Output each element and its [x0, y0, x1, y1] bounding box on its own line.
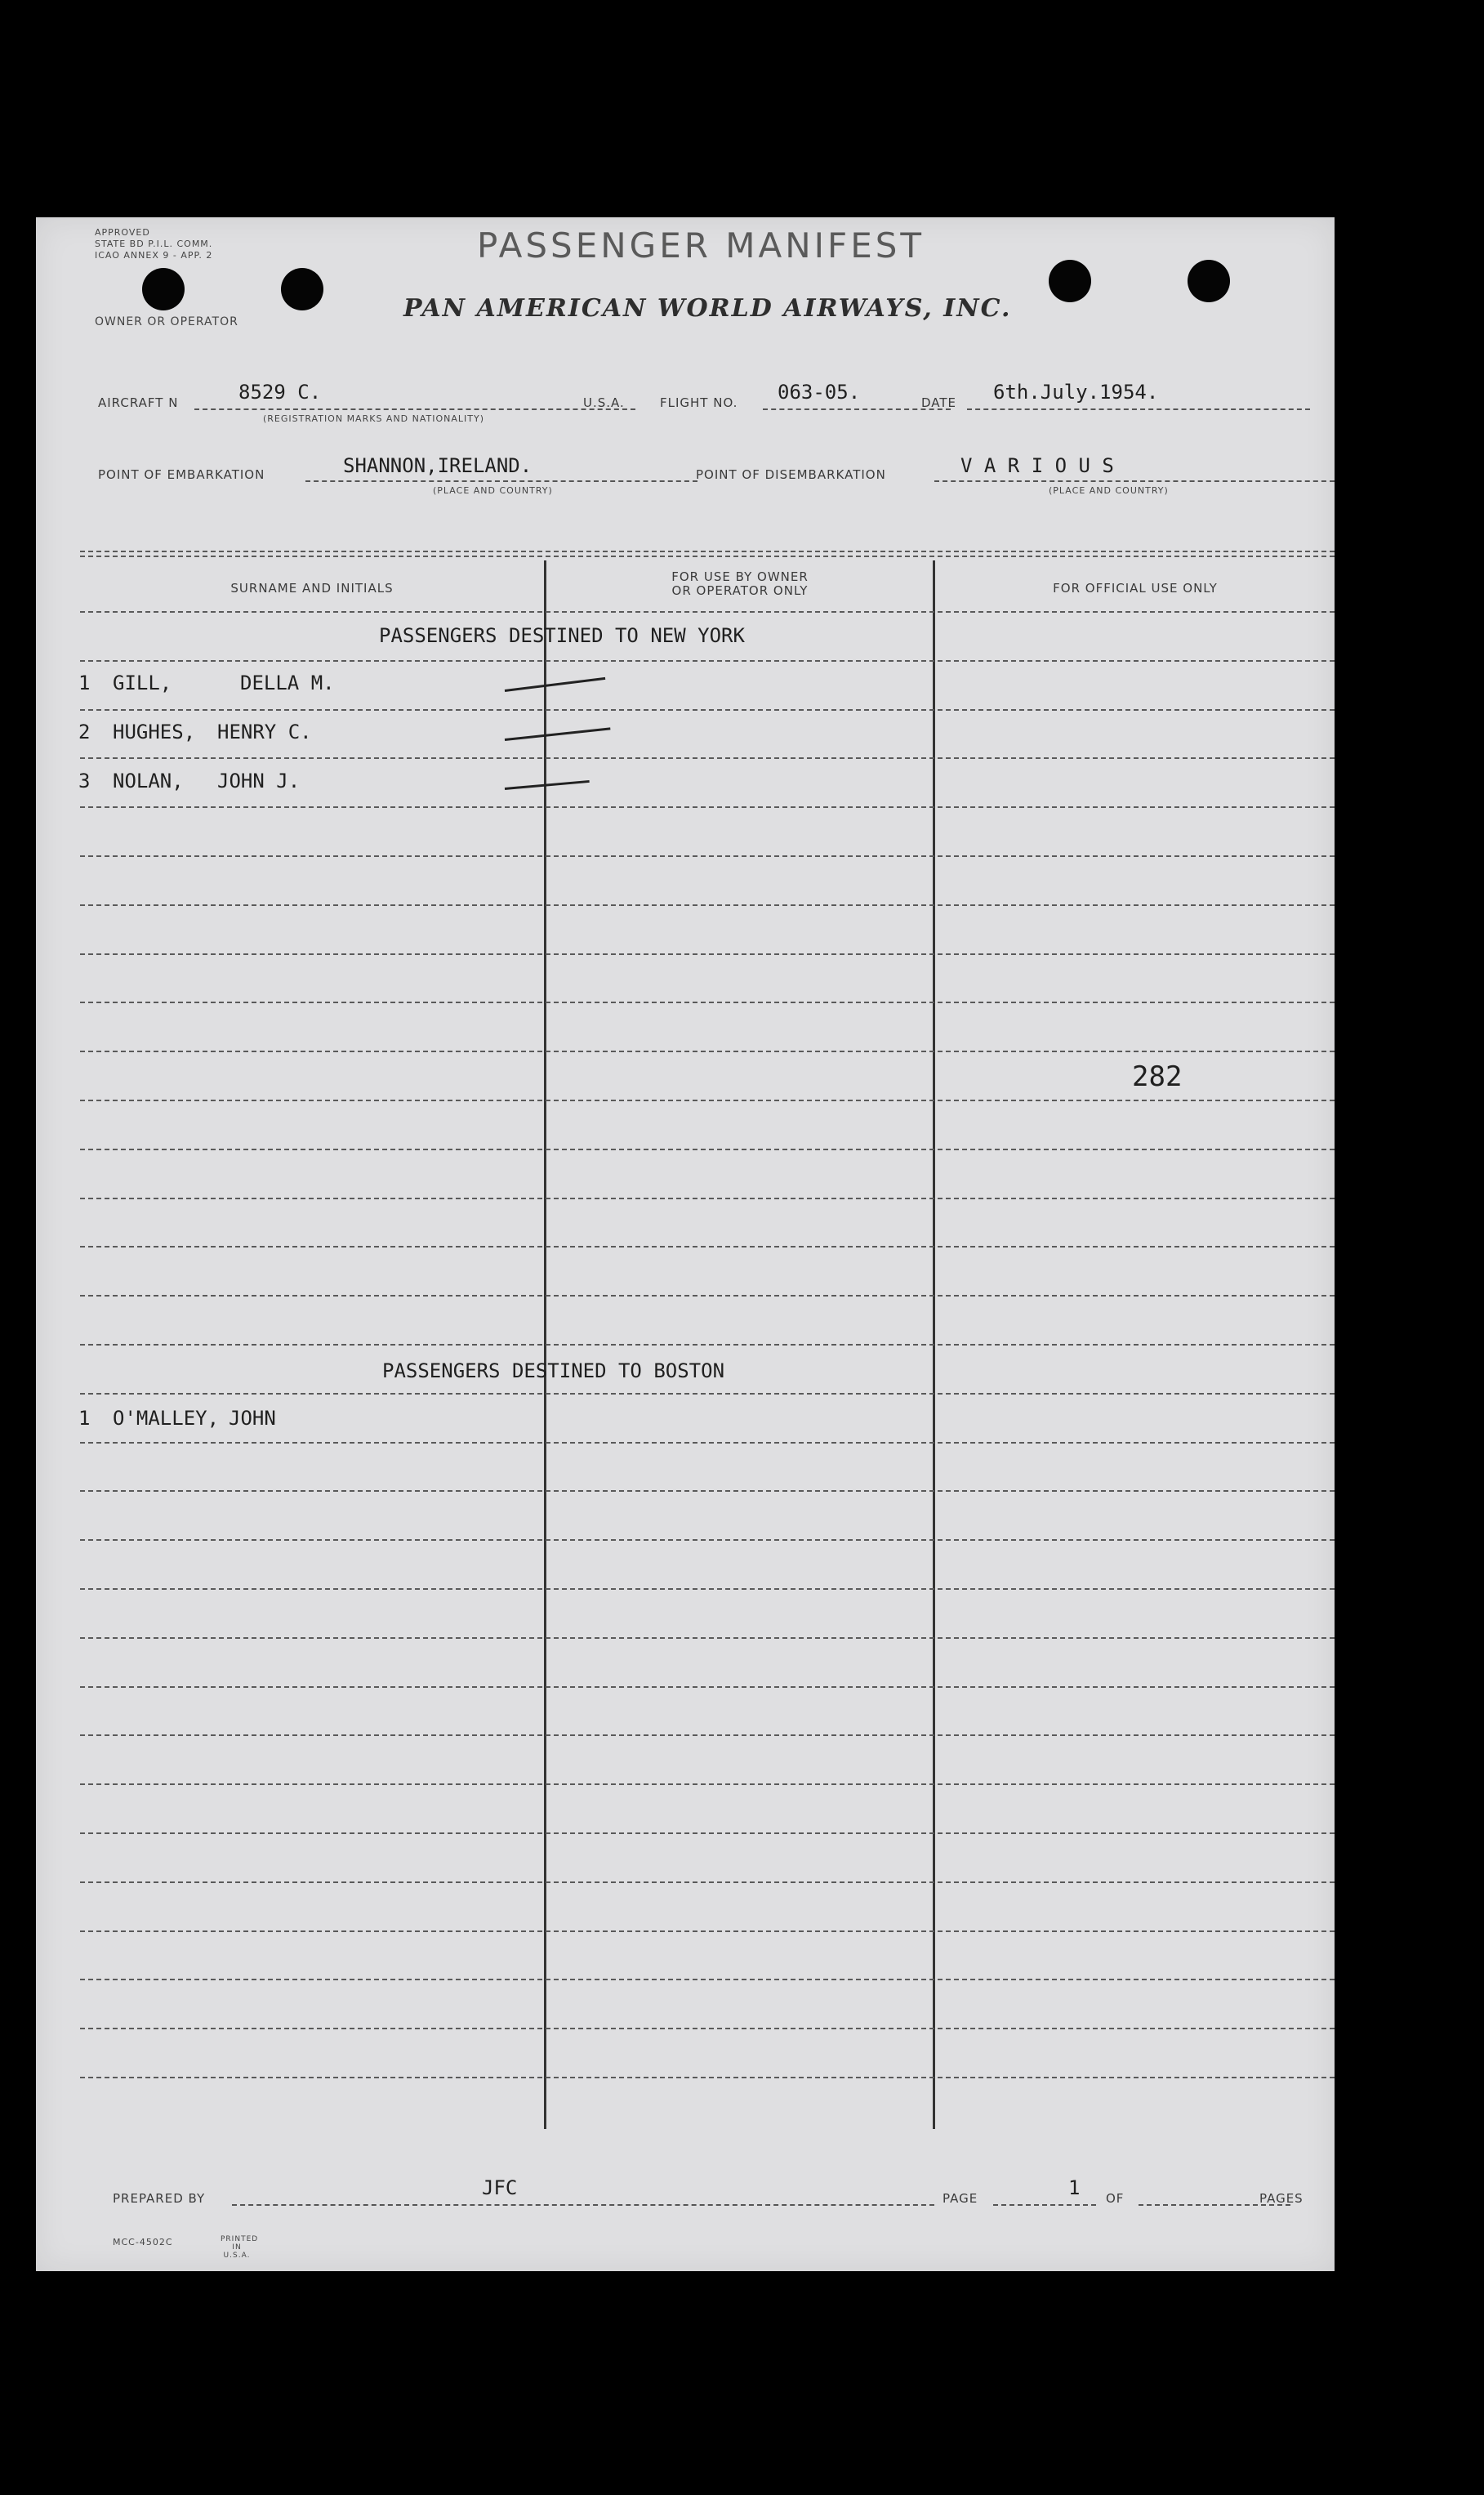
of-label: OF [1106, 2191, 1125, 2206]
approval-stamp-line: ICAO ANNEX 9 - APP. 2 [95, 250, 213, 261]
row-rule [80, 1539, 1335, 1541]
punch-hole [1049, 260, 1091, 302]
passenger-surname: NOLAN, [113, 770, 184, 792]
row-rule [80, 953, 1335, 955]
row-rule [80, 1393, 1335, 1395]
flight-value: 063-05. [778, 381, 861, 404]
passenger-surname: O'MALLEY, [113, 1407, 220, 1430]
column-header-official-use: FOR OFFICIAL USE ONLY [1053, 581, 1218, 596]
column-header-surname: SURNAME AND INITIALS [230, 581, 394, 596]
passenger-surname: HUGHES, [113, 721, 196, 743]
row-rule [80, 1686, 1335, 1688]
date-label: DATE [921, 395, 957, 410]
passenger-number: 2 [78, 721, 91, 743]
date-value: 6th.July.1954. [993, 381, 1159, 404]
airline-name: PAN AMERICAN WORLD AIRWAYS, INC. [403, 294, 1012, 323]
prepared-by-value: JFC [482, 2176, 518, 2199]
flight-label: FLIGHT NO. [660, 395, 738, 410]
page-value: 1 [1068, 2176, 1081, 2199]
disembarkation-underline [934, 480, 1335, 482]
row-rule [80, 757, 1335, 759]
row-rule [80, 1246, 1335, 1248]
manifest-sheet [36, 217, 1335, 2271]
prepared-by-underline [232, 2204, 934, 2206]
row-rule [80, 1637, 1335, 1639]
pages-label: PAGES [1259, 2191, 1304, 2206]
passenger-number: 1 [78, 672, 91, 694]
official-number: 282 [1132, 1060, 1183, 1093]
disembarkation-value: V A R I O U S [960, 454, 1114, 477]
passenger-number: 1 [78, 1407, 91, 1430]
row-rule [80, 1295, 1335, 1297]
table-top-rule [80, 556, 1335, 557]
row-rule [80, 1051, 1335, 1052]
passenger-initials: HENRY C. [217, 721, 312, 743]
passenger-initials: DELLA M. [240, 672, 335, 694]
row-rule [80, 1100, 1335, 1101]
row-rule [80, 1344, 1335, 1346]
prepared-by-label: PREPARED BY [113, 2191, 206, 2206]
row-rule [80, 660, 1335, 662]
row-rule [80, 904, 1335, 906]
punch-hole [281, 268, 323, 310]
approval-stamp-line: APPROVED [95, 227, 150, 238]
embarkation-label: POINT OF EMBARKATION [98, 467, 265, 482]
disembarkation-sublabel: (PLACE AND COUNTRY) [1049, 485, 1169, 496]
aircraft-sublabel: (REGISTRATION MARKS AND NATIONALITY) [263, 413, 485, 424]
row-rule [80, 1881, 1335, 1883]
row-rule [80, 2028, 1335, 2029]
row-rule [80, 1490, 1335, 1492]
check-mark [505, 677, 605, 692]
row-rule [80, 1198, 1335, 1199]
group-heading: PASSENGERS DESTINED TO NEW YORK [379, 624, 745, 647]
row-rule [80, 1832, 1335, 1834]
punch-hole [142, 268, 185, 310]
passenger-number: 3 [78, 770, 91, 792]
group-heading: PASSENGERS DESTINED TO BOSTON [382, 1359, 725, 1382]
column-header-owner-use: FOR USE BY OWNER OR OPERATOR ONLY [671, 569, 809, 598]
row-rule [80, 2077, 1335, 2078]
page-underline [993, 2204, 1096, 2206]
row-rule [80, 709, 1335, 711]
check-mark [505, 780, 590, 790]
punch-hole [1188, 260, 1230, 302]
embarkation-value: SHANNON,IRELAND. [343, 454, 533, 477]
embarkation-sublabel: (PLACE AND COUNTRY) [433, 485, 553, 496]
row-rule [80, 806, 1335, 808]
printer-mark: PRINTED IN U.S.A. [221, 2235, 259, 2260]
passenger-surname: GILL, [113, 672, 172, 694]
row-rule [80, 1002, 1335, 1003]
aircraft-label: AIRCRAFT N [98, 395, 179, 410]
date-underline [967, 408, 1310, 410]
row-rule [80, 855, 1335, 857]
passenger-initials: JOHN J. [217, 770, 301, 792]
check-mark [505, 727, 611, 741]
aircraft-underline [194, 408, 635, 410]
row-rule [80, 1734, 1335, 1736]
approval-stamp-line: STATE BD P.I.L. COMM. [95, 239, 213, 249]
country-label: U.S.A. [583, 395, 625, 410]
form-number: MCC-4502C [113, 2237, 173, 2247]
row-rule [80, 1783, 1335, 1785]
disembarkation-label: POINT OF DISEMBARKATION [696, 467, 886, 482]
page-label: PAGE [943, 2191, 978, 2206]
table-top-rule [80, 551, 1335, 552]
owner-operator-label: OWNER OR OPERATOR [95, 315, 238, 328]
row-rule [80, 611, 1335, 613]
row-rule [80, 1442, 1335, 1444]
embarkation-underline [305, 480, 697, 482]
row-rule [80, 1979, 1335, 1980]
row-rule [80, 1149, 1335, 1150]
form-title: PASSENGER MANIFEST [477, 225, 925, 266]
row-rule [80, 1930, 1335, 1932]
row-rule [80, 1588, 1335, 1590]
aircraft-value: 8529 C. [238, 381, 322, 404]
passenger-initials: JOHN [229, 1407, 276, 1430]
